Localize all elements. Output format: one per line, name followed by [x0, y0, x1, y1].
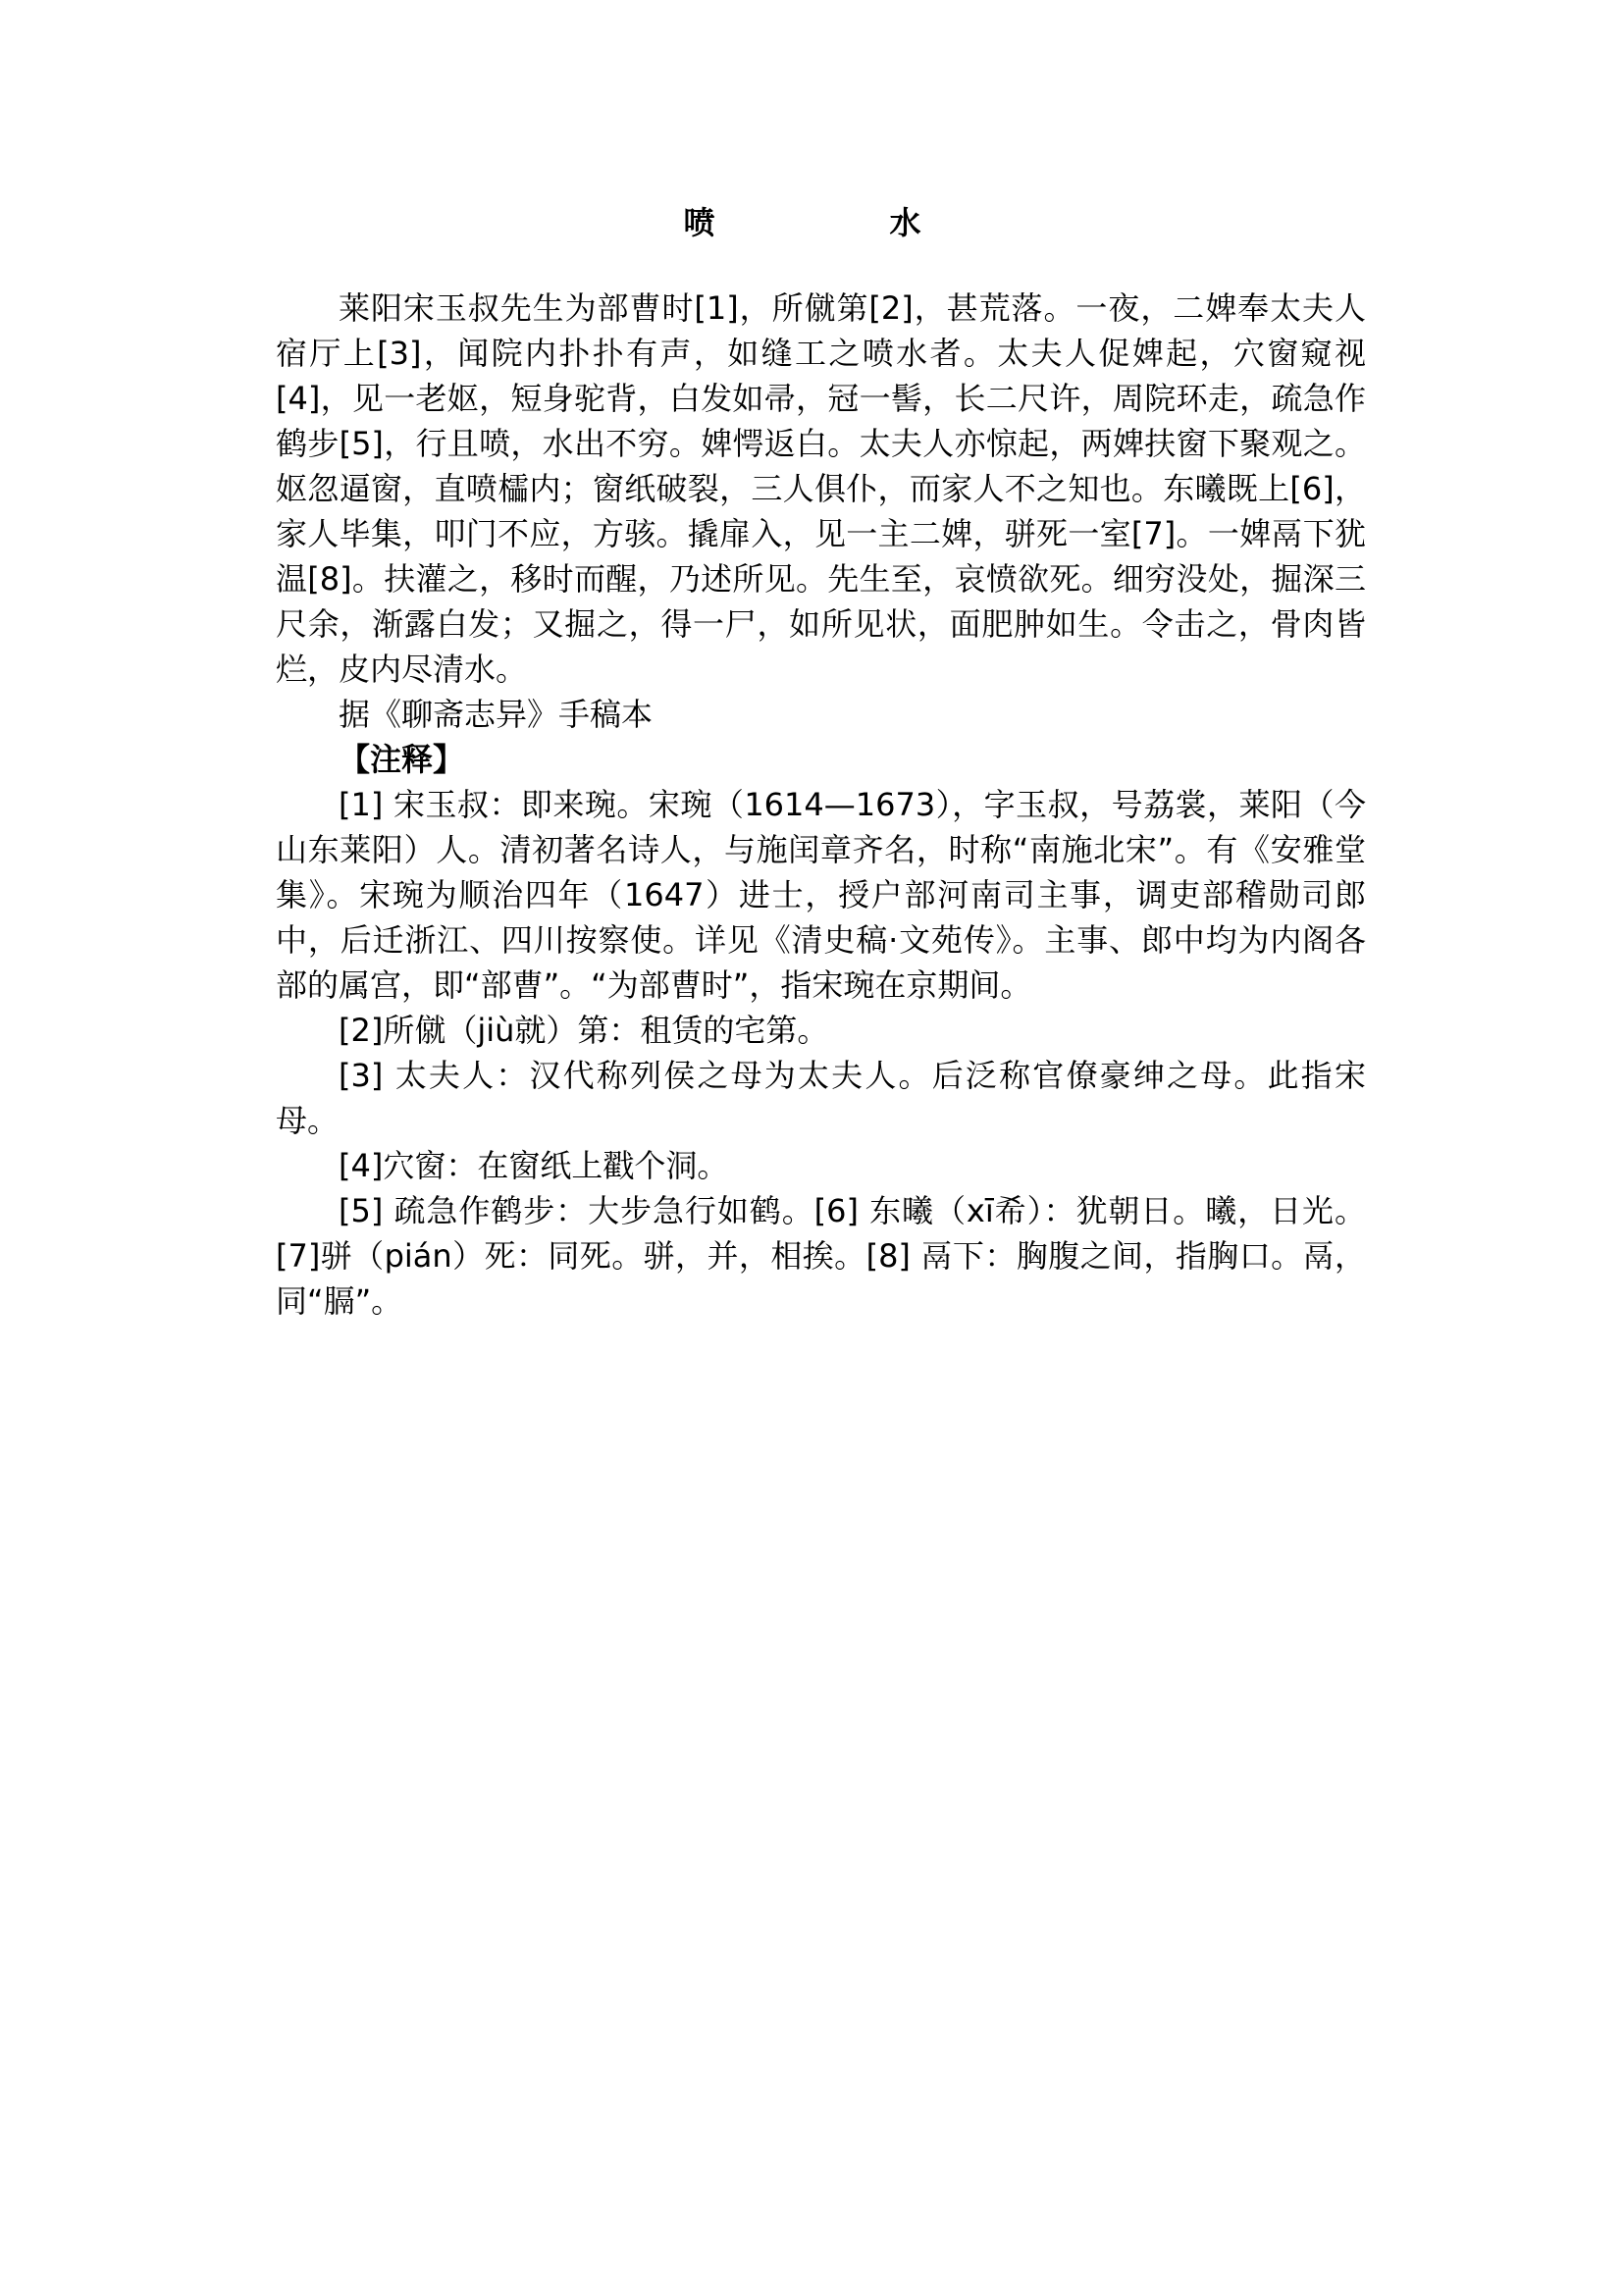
- note-item: [4]穴窗：在窗纸上戳个洞。: [339, 1147, 729, 1184]
- document-body: [276, 286, 1366, 1324]
- note-item: [5] 疏急作鹤步：大步急行如鹤。[6] 东曦（xī希）：犹朝日。曦，日光。[7]骈（pián）死：同死。骈，并，相挨。[8] 鬲下：胸腹之间，指胸口。鬲，同“膈”。: [276, 1192, 1366, 1320]
- notes-heading: 【注释】: [339, 741, 465, 778]
- page-title: 喷 水: [683, 204, 959, 241]
- note-item: [1] 宋玉叔：即来琬。宋琬（1614—1673），字玉叔，号荔裳，莱阳（今山东莱阳）人。清初著名诗人，与施闰章齐名，时称“南施北宋”。有《安雅堂集》。宋琬为顺治四年（1647）进士，授户部河南司主事，调吏部稽勋司郎中，后迁浙江、四川按察使。详见《清史稿·文苑传》。主事、郎中均为内阁各部的属宫，即“部曹”。“为部曹时”，指宋琬在京期间。: [276, 786, 1366, 1004]
- source-note: 据《聊斋志异》手稿本: [339, 696, 654, 733]
- story-paragraph: 莱阳宋玉叔先生为部曹时[1]，所僦第[2]，甚荒落。一夜，二婢奉太夫人宿厅上[3]，闻院内扑扑有声，如缝工之喷水者。太夫人促婢起，穴窗窥视[4]，见一老妪，短身驼背，白发如帚，冠一髻，长二尺许，周院环走，疏急作鹤步[5]，行且喷，水出不穷。婢愕返白。太夫人亦惊起，两婢扶窗下聚观之。妪忽逼窗，直喷櫺内；窗纸破裂，三人俱仆，而家人不之知也。东曦既上[6]，家人毕集，叩门不应，方骇。撬扉入，见一主二婢，骈死一室[7]。一婢鬲下犹温[8]。扶灌之，移时而醒，乃述所见。先生至，哀愤欲死。细穷没处，掘深三尺余，渐露白发；又掘之，得一尸，如所见状，面肥肿如生。令击之，骨肉皆烂，皮内尽清水。: [276, 289, 1366, 688]
- note-item: [3] 太夫人：汉代称列侯之母为太夫人。后泛称官僚豪绅之母。此指宋母。: [276, 1057, 1366, 1139]
- note-item: [2]所僦（jiù就）第：租赁的宅第。: [339, 1012, 829, 1049]
